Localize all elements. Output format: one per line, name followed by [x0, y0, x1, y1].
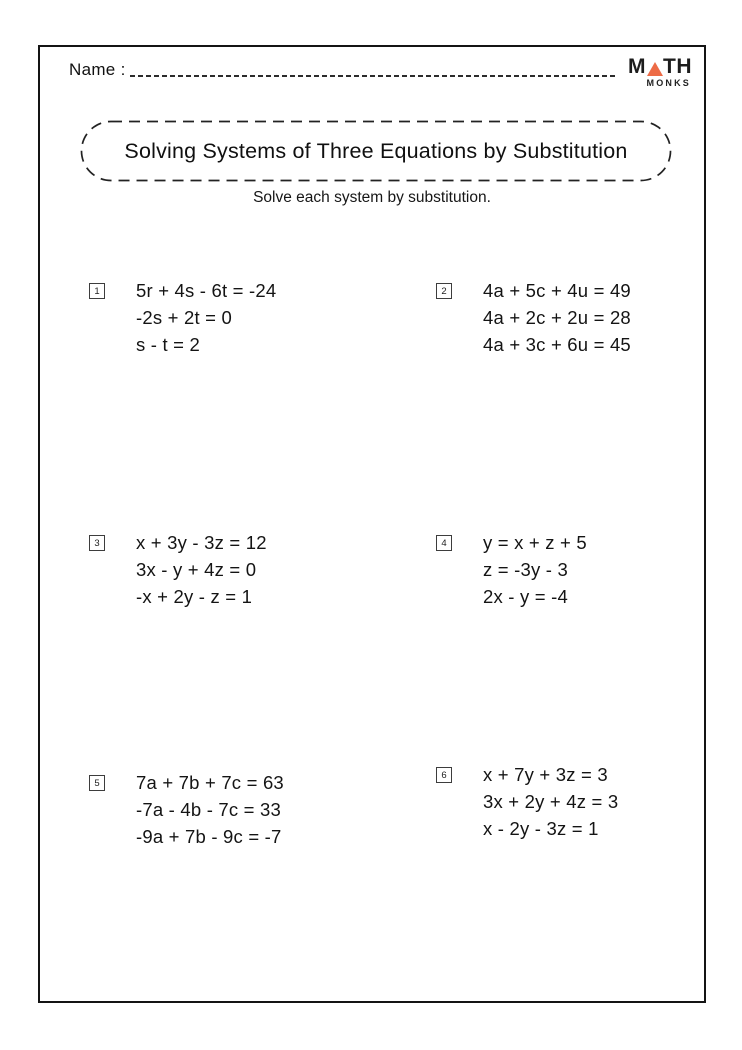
equation-line: 3x + 2y + 4z = 3: [483, 791, 619, 812]
equation-line: -9a + 7b - 9c = -7: [136, 826, 282, 847]
logo-letters-th: TH: [663, 55, 692, 78]
logo-wordmark: [628, 56, 692, 77]
worksheet-title: Solving Systems of Three Equations by Substitution: [124, 138, 628, 163]
problem-3: [89, 529, 267, 610]
equation-line: 5r + 4s - 6t = -24: [136, 280, 277, 301]
equation-line: 3x - y + 4z = 0: [136, 559, 257, 580]
equation-line: x + 3y - 3z = 12: [136, 532, 267, 553]
equation-group: [483, 529, 587, 610]
problem-number-box: 6: [436, 767, 452, 783]
equation-line: x - 2y - 3z = 1: [483, 818, 599, 839]
logo-subtext: MONKS: [646, 78, 691, 88]
equation-group: [136, 529, 267, 610]
equation-group: [483, 761, 618, 842]
worksheet-frame: [38, 45, 706, 1003]
name-row: [69, 59, 615, 81]
logo-triangle-icon: [647, 62, 663, 76]
problem-4: [436, 529, 587, 610]
problem-number-box: 4: [436, 535, 452, 551]
problem-5: [89, 769, 284, 850]
equation-line: -x + 2y - z = 1: [136, 586, 253, 607]
name-fill-in-line: [130, 75, 615, 77]
equation-line: y = x + z + 5: [483, 532, 587, 553]
logo-letter-m: M: [628, 55, 646, 78]
equation-line: -7a - 4b - 7c = 33: [136, 799, 281, 820]
problem-number-box: 3: [89, 535, 105, 551]
name-label: Name :: [69, 60, 126, 79]
equation-line: 4a + 5c + 4u = 49: [483, 280, 631, 301]
problem-number-box: 5: [89, 775, 105, 791]
equation-line: s - t = 2: [136, 334, 201, 355]
equation-group: [136, 277, 276, 358]
equation-line: z = -3y - 3: [483, 559, 568, 580]
equation-line: 7a + 7b + 7c = 63: [136, 772, 284, 793]
problem-2: [436, 277, 631, 358]
title-pill: [80, 120, 672, 182]
problem-1: [89, 277, 276, 358]
problem-number-box: 2: [436, 283, 452, 299]
equation-line: -2s + 2t = 0: [136, 307, 232, 328]
equation-group: [136, 769, 284, 850]
math-monks-logo: [628, 56, 692, 88]
equation-line: x + 7y + 3z = 3: [483, 764, 608, 785]
equation-line: 2x - y = -4: [483, 586, 568, 607]
problem-6: [436, 761, 618, 842]
equation-group: [483, 277, 631, 358]
equation-line: 4a + 3c + 6u = 45: [483, 334, 631, 355]
equation-line: 4a + 2c + 2u = 28: [483, 307, 631, 328]
problem-number-box: 1: [89, 283, 105, 299]
instruction-text: Solve each system by substitution.: [253, 189, 491, 206]
